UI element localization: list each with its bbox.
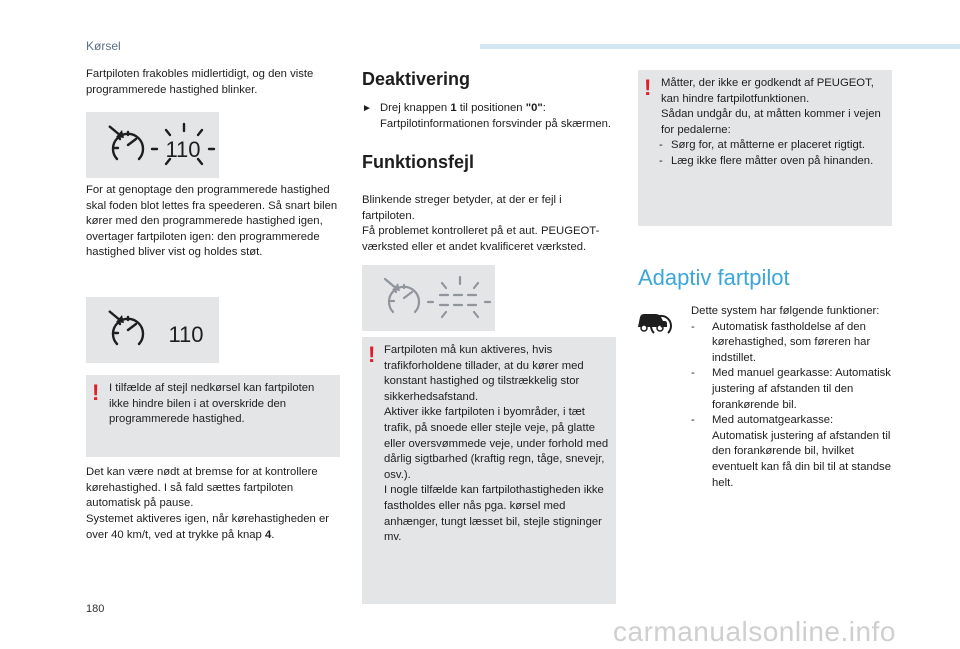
warning-icon: ! — [368, 342, 376, 367]
header-bar — [480, 44, 960, 49]
fault-heading: Funktionsfejl — [362, 152, 474, 172]
warning-mats-text — [661, 76, 889, 170]
page-number: 180 — [86, 603, 105, 615]
instruction-end: : Fartpilotinformationen forsvinder på skærmen. — [380, 102, 612, 130]
speed-value-1: 110 — [165, 137, 201, 162]
warning-usage-line-3: I nogle tilfælde kan fartpilothastigheden ikke fastholdes eller nås pga. kørsel med anhænger, tungt læsset bil, stejle stigninger mv. — [384, 484, 604, 544]
warning-icon: ! — [92, 380, 100, 405]
adaptive-intro: Dette system har følgende funktioner: — [691, 305, 880, 317]
speed-value-2: 110 — [168, 322, 204, 347]
col1-paragraph-2: For at genoptage den programmerede hastighed skal foden blot lettes fra speederen. Så snart bilen kører med den programmerede hastighed igen, overtager fartpiloten igen: den programmerede hastighed bliver vist og holdes støt. — [86, 184, 338, 259]
warning-mats-line-2: Sådan undgår du, at måtten kommer i vejen for pedalerne: — [661, 108, 881, 136]
col1-paragraph-3: Det kan være nødt at bremse for at kontrollere kørehastighed. I så fald sættes fartpiloten automatisk på pause. — [86, 466, 318, 510]
button-number: 4 — [264, 528, 272, 541]
warning-usage-line-2: Aktiver ikke fartpiloten i byområder, i tæt trafik, på snoede eller stejle veje, på glatte eller oversvømmede veje, under forhold med dårlig sigtbarhed (kraftig regn, tåge, snevejr, osv.). — [384, 406, 609, 481]
warning-icon: ! — [644, 75, 652, 100]
list-item: - Automatisk fastholdelse af den kørehastighed, som føreren har indstillet. — [691, 320, 891, 367]
adaptive-description — [691, 304, 891, 491]
car-speedometer-icon — [636, 305, 676, 339]
warning-descent — [86, 375, 340, 457]
watermark: carmanualsonline.info — [613, 616, 896, 647]
adaptive-list — [691, 320, 891, 492]
col1-paragraph-1: Fartpiloten frakobles midlertidigt, og den viste programmerede hastighed blinker. — [86, 68, 314, 96]
adaptive-heading: Adaptiv fartpilot — [638, 265, 790, 290]
col1-paragraph-4-end: . — [271, 528, 275, 541]
col1-paragraph-4 — [86, 512, 344, 543]
cruise-display-blinking — [86, 112, 219, 178]
deactivation-instruction-text — [380, 101, 616, 132]
instruction-start: Drej knappen — [380, 102, 451, 114]
knob-number: 1 — [450, 102, 457, 114]
adaptive-cruise-icon — [636, 305, 676, 339]
warning-usage — [362, 337, 616, 604]
deactivation-instruction — [362, 101, 616, 132]
list-item: - Sørg for, at måtterne er placeret rigtigt. — [659, 138, 889, 154]
warning-mats — [638, 70, 892, 226]
list-item: - Med manuel gearkasse: Automatisk justering af afstanden til den forankørende bil. — [691, 366, 891, 413]
list-item: - Læg ikke flere måtter oven på hinanden. — [659, 154, 889, 170]
arrow-right-icon: ► — [362, 103, 372, 114]
section-label: Kørsel — [86, 39, 121, 53]
position-zero: "0" — [525, 102, 543, 114]
warning-mats-intro: Måtter, der ikke er godkendt af PEUGEOT, kan hindre fartpilotfunktionen. — [661, 77, 874, 105]
fault-text — [362, 193, 616, 255]
speedometer-blinking-icon — [86, 112, 219, 178]
cruise-display-fault — [362, 265, 495, 331]
warning-usage-text — [384, 343, 612, 546]
col1-paragraph-4-start: Systemet aktiveres igen, når kørehastigheden er over 40 km/t, ved at trykke på knap — [86, 513, 330, 541]
list-item: - Med automatgearkasse: Automatisk justering af afstanden til den forankørende bil, hvilket eventuelt kan få din bil til at standse helt. — [691, 413, 891, 491]
speedometer-fault-icon — [362, 265, 495, 331]
deactivation-heading: Deaktivering — [362, 69, 471, 89]
fault-line-1: Blinkende streger betyder, at der er fejl i fartpiloten. — [362, 194, 562, 222]
instruction-middle: til positionen — [456, 102, 526, 114]
warning-descent-text: I tilfælde af stejl nedkørsel kan fartpiloten ikke hindre bilen i at overskride den programmerede hastighed. — [109, 382, 315, 426]
speedometer-icon — [86, 297, 219, 363]
cruise-display-steady — [86, 297, 219, 363]
warning-mats-list — [659, 138, 889, 169]
fault-line-2: Få problemet kontrolleret på et aut. PEUGEOT-værksted eller et andet kvalificeret værksted. — [362, 225, 600, 253]
warning-usage-line-1: Fartpiloten må kun aktiveres, hvis trafikforholdene tillader, at du kører med konstant hastighed og tilstrækkelig stor sikkerhedsafstand. — [384, 344, 584, 403]
